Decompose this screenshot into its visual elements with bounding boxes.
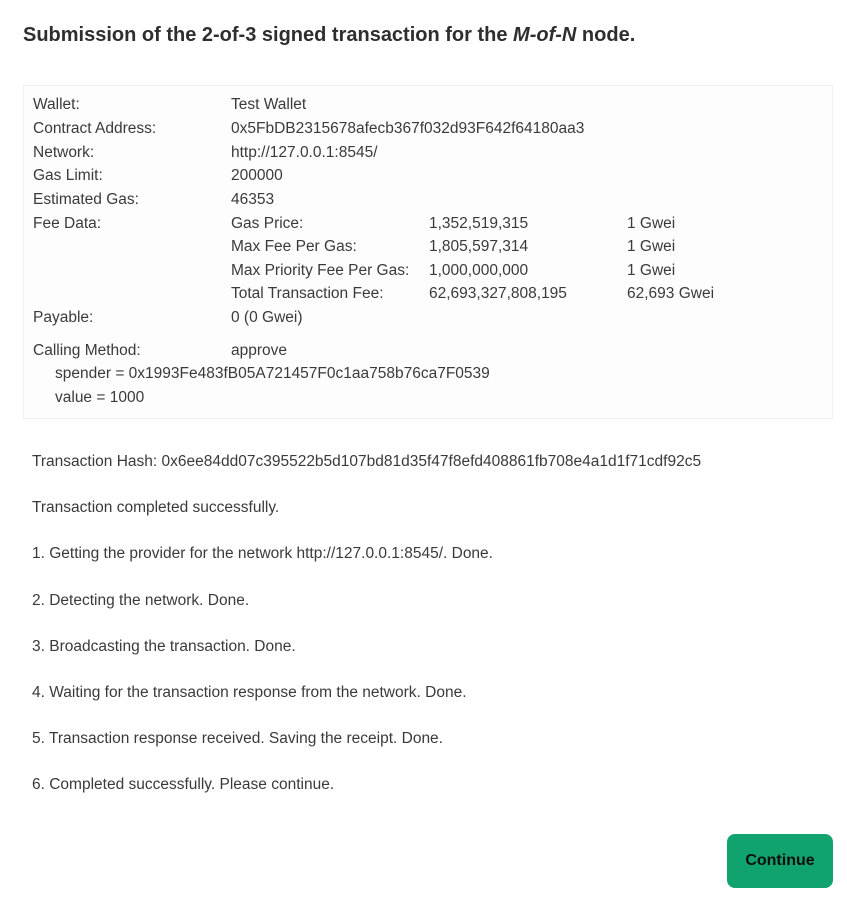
continue-button[interactable]: Continue [727,834,833,888]
transaction-details-panel [23,85,833,419]
max-priority-fee-name: Max Priority Fee Per Gas: [231,262,410,279]
max-fee-gwei: 1 Gwei [627,238,676,255]
wallet-value: Test Wallet [231,96,307,113]
gas-price-value: 1,352,519,315 [429,215,529,232]
gas-price-name: Gas Price: [231,215,304,232]
network-value: http://127.0.0.1:8545/ [231,144,378,161]
calling-method-label: Calling Method: [33,342,141,359]
log-step-6: 6. Completed successfully. Please continue. [32,776,335,793]
max-fee-name: Max Fee Per Gas: [231,238,357,255]
max-fee-value: 1,805,597,314 [429,238,529,255]
spender-param: spender = 0x1993Fe483fB05A721457F0c1aa758b76ca7F0539 [55,365,490,382]
network-label: Network: [33,144,95,161]
log-step-1: 1. Getting the provider for the network http://127.0.0.1:8545/. Done. [32,545,493,562]
total-fee-name: Total Transaction Fee: [231,285,384,302]
estimated-gas-value: 46353 [231,191,275,208]
estimated-gas-label: Estimated Gas: [33,191,139,208]
gas-price-gwei: 1 Gwei [627,215,676,232]
fee-data-label: Fee Data: [33,215,102,232]
title-prefix: Submission of the 2-of-3 signed transaction for the [23,24,514,46]
transaction-status: Transaction completed successfully. [32,499,280,516]
title-suffix: node. [576,24,636,46]
total-fee-gwei: 62,693 Gwei [627,285,715,302]
log-step-5: 5. Transaction response received. Saving the receipt. Done. [32,730,443,747]
total-fee-value: 62,693,327,808,195 [429,285,567,302]
gas-limit-value: 200000 [231,167,283,184]
payable-value: 0 (0 Gwei) [231,309,303,326]
log-step-4: 4. Waiting for the transaction response from the network. Done. [32,684,467,701]
title-node-name: M-of-N [513,24,577,46]
contract-address-value: 0x5FbDB2315678afecb367f032d93F642f64180aa3 [231,120,585,137]
max-priority-fee-gwei: 1 Gwei [627,262,676,279]
gas-limit-label: Gas Limit: [33,167,103,184]
calling-method-value: approve [231,342,288,359]
payable-label: Payable: [33,309,94,326]
value-param: value = 1000 [55,389,145,406]
wallet-label: Wallet: [33,96,80,113]
dialog-title [23,24,635,47]
log-step-2: 2. Detecting the network. Done. [32,592,250,609]
contract-address-label: Contract Address: [33,120,157,137]
log-step-3: 3. Broadcasting the transaction. Done. [32,638,296,655]
transaction-hash: Transaction Hash: 0x6ee84dd07c395522b5d107bd81d35f47f8efd408861fb708e4a1d1f71cdf92c5 [32,453,702,470]
max-priority-fee-value: 1,000,000,000 [429,262,529,279]
